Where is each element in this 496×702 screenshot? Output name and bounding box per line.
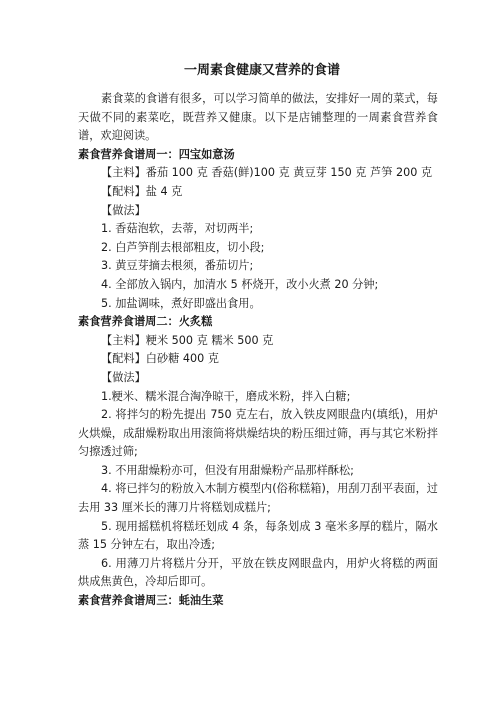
step-item: 2. 将拌匀的粉先提出 750 克左右，放入铁皮网眼盘内(填纸)，用炉火烘燥，成甜燥粉取出用滚筒将烘燥结块的粉压细过筛，再与其它米粉拌匀擦透过筛; — [78, 408, 438, 459]
step-item: 1. 香菇泡软，去蒂，对切两半; — [101, 222, 254, 236]
method-label-monday: 【做法】 — [101, 203, 146, 217]
step-item: 6. 用薄刀片将糕片分开，平放在铁皮网眼盘内，用炉火将糕的两面烘成焦黄色，冷却后即可。 — [78, 556, 438, 589]
step-item: 4. 全部放入锅内，加清水 5 杯烧开，改小火煮 20 分钟; — [101, 277, 379, 291]
step-item: 1.粳米、糯米混合淘净晾干，磨成米粉，拌入白糖; — [101, 389, 351, 403]
step-item: 3. 不用甜燥粉亦可，但没有用甜燥粉产品那样酥松; — [101, 463, 354, 477]
main-ingredients-monday: 【主料】番茄 100 克 香菇(鲜)100 克 黄豆芽 150 克 芦笋 200 克 — [101, 166, 433, 180]
main-ingredients-tuesday: 【主料】粳米 500 克 糯米 500 克 — [101, 333, 274, 347]
step-item: 4. 将已拌匀的粉放入木制方模型内(俗称糕箱)，用刮刀刮平表面，过去用 33 厘米长的薄刀片将糕划成糕片; — [78, 482, 438, 515]
method-label-tuesday: 【做法】 — [101, 370, 146, 384]
section-heading-tuesday: 素食营养食谱周二：火炙糕 — [78, 315, 213, 329]
page-title: 一周素食健康又营养的食谱 — [183, 63, 340, 78]
aux-ingredients-tuesday: 【配料】白砂糖 400 克 — [101, 352, 219, 366]
step-item: 2. 白芦笋削去根部粗皮，切小段; — [101, 240, 265, 254]
step-item: 3. 黄豆芽摘去根须，番茄切片; — [101, 259, 254, 273]
step-item: 5. 现用摇糕机将糕坯划成 4 条，每条划成 3 毫米多厚的糕片，隔水蒸 15 分钟左右，取出冷透; — [78, 519, 438, 552]
intro-paragraph: 素食菜的食谱有很多，可以学习简单的做法，安排好一周的菜式，每天做不同的素菜吃，既营养又健康。以下是店铺整理的一周素食营养食谱，欢迎阅读。 — [78, 92, 438, 143]
section-heading-monday: 素食营养食谱周一：四宝如意汤 — [78, 147, 235, 161]
aux-ingredients-monday: 【配料】盐 4 克 — [101, 184, 183, 198]
section-heading-wednesday: 素食营养食谱周三：蚝油生菜 — [78, 594, 224, 608]
step-item: 5. 加盐调味，煮好即盛出食用。 — [101, 296, 261, 310]
